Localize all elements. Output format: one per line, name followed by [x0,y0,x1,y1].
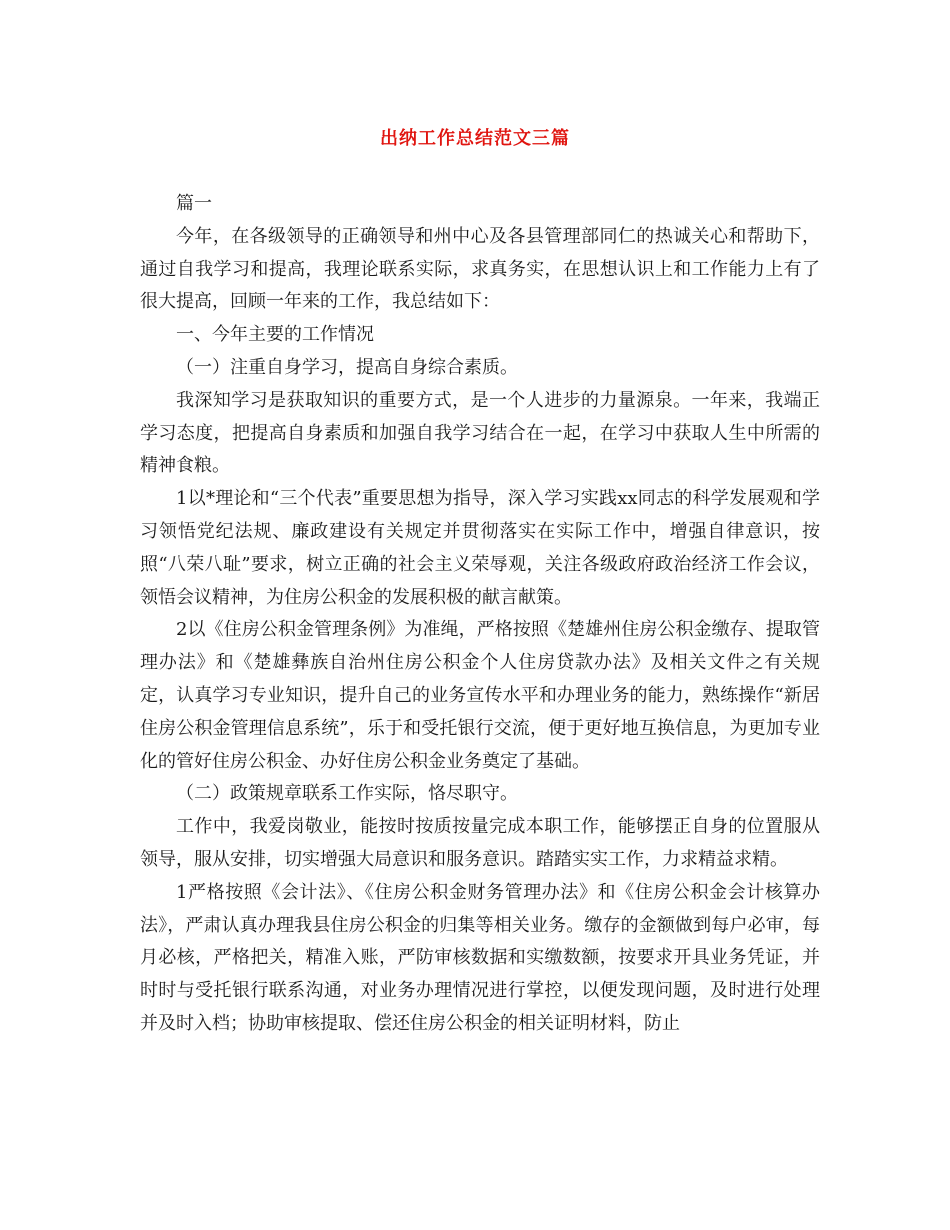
paragraph: 1严格按照《会计法》、《住房公积金财务管理办法》和《住房公积金会计核算办法》，严肃认真办理我县住房公积金的归集等相关业务。缴存的金额做到每户必审，每月必核，严格把关，精准入账，严防审核数据和实缴数额，按要求开具业务凭证，并时时与受托银行联系沟通，对业务办理情况进行掌控，以便发现问题，及时进行处理并及时入档；协助审核提取、偿还住房公积金的相关证明材料，防止 [140,881,820,1034]
paragraph: 工作中，我爱岗敬业，能按时按质按量完成本职工作，能够摆正自身的位置服从领导，服从安排，切实增强大局意识和服务意识。踏踏实实工作，力求精益求精。 [140,816,820,870]
paragraph: 2以《住房公积金管理条例》为准绳，严格按照《楚雄州住房公积金缴存、提取管理办法》和《楚雄彝族自治州住房公积金个人住房贷款办法》及相关文件之有关规定，认真学习专业知识，提升自己的业务宣传水平和办理业务的能力，熟练操作“新居住房公积金管理信息系统”，乐于和受托银行交流，便于更好地互换信息，为更加专业化的管好住房公积金、办好住房公积金业务奠定了基础。 [140,619,820,772]
document-body [140,188,820,1041]
document-title: 出纳工作总结范文三篇 [380,128,570,149]
paragraph: 我深知学习是获取知识的重要方式，是一个人进步的力量源泉。一年来，我端正学习态度，把提高自身素质和加强自我学习结合在一起，在学习中获取人生中所需的精神食粮。 [140,389,820,477]
paragraph: 今年，在各级领导的正确领导和州中心及各县管理部同仁的热诚关心和帮助下，通过自我学习和提高，我理论联系实际，求真务实，在思想认识上和工作能力上有了很大提高，回顾一年来的工作，我总结如下： [140,225,820,313]
section-label: 篇一 [176,193,212,214]
subsection-heading: （一）注重自身学习，提高自身综合素质。 [176,356,518,378]
paragraph: 1以*理论和“三个代表”重要思想为指导，深入学习实践xx同志的科学发展观和学习领悟党纪法规、廉政建设有关规定并贯彻落实在实际工作中，增强自律意识，按照“八荣八耻”要求，树立正确的社会主义荣辱观，关注各级政府政治经济工作会议，领悟会议精神，为住房公积金的发展积极的献言献策。 [140,488,820,608]
subsection-heading: （二）政策规章联系工作实际，恪尽职守。 [176,783,518,805]
section-heading: 一、今年主要的工作情况 [176,324,374,346]
